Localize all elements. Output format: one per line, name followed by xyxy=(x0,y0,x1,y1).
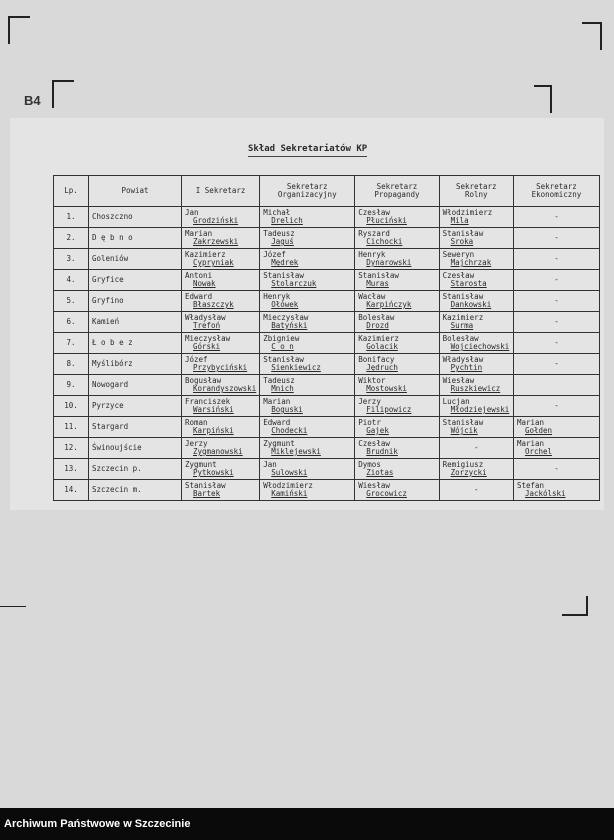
first-name: Kazimierz xyxy=(442,313,484,322)
column-header: I Sekretarz xyxy=(182,176,260,207)
surname: Boguski xyxy=(271,405,303,414)
surname: Muras xyxy=(366,279,389,288)
first-name: Edward xyxy=(185,292,213,301)
secretary-name xyxy=(513,375,599,396)
first-name: Stanisław xyxy=(358,271,399,280)
surname: Zorzycki xyxy=(450,468,487,477)
empty-dash: - xyxy=(554,464,559,473)
table-row xyxy=(54,333,600,354)
secretary-name xyxy=(513,270,599,291)
empty-dash: - xyxy=(554,338,559,347)
secretary-name xyxy=(355,459,439,480)
surname: Przybyciński xyxy=(193,363,248,372)
edge-mark xyxy=(0,606,26,607)
first-name: Bonifacy xyxy=(358,355,395,364)
secretary-name xyxy=(355,396,439,417)
secretary-name xyxy=(439,228,513,249)
first-name: Lucjan xyxy=(442,397,470,406)
table-row xyxy=(54,417,600,438)
surname: Korandyszowski xyxy=(193,384,257,393)
surname: Jędruch xyxy=(366,363,398,372)
secretary-name xyxy=(182,270,260,291)
surname: Gajek xyxy=(366,426,389,435)
first-name: Marian xyxy=(516,439,545,448)
powiat-name: Gryfice xyxy=(89,270,182,291)
row-number: 4. xyxy=(54,270,89,291)
first-name: Edward xyxy=(263,418,291,427)
table-row xyxy=(54,354,600,375)
first-name: Czesław xyxy=(358,208,390,217)
surname: Orchel xyxy=(524,447,553,456)
surname: Ziotas xyxy=(366,468,394,477)
powiat-name: Pyrzyce xyxy=(89,396,182,417)
row-number: 1. xyxy=(54,207,89,228)
surname: Filipowicz xyxy=(366,405,412,414)
powiat-name: Kamień xyxy=(89,312,182,333)
first-name: Antoni xyxy=(185,271,213,280)
table-row xyxy=(54,480,600,501)
secretary-name xyxy=(513,333,599,354)
document-title: Skład Sekretariatów KP xyxy=(248,144,367,157)
secretary-name xyxy=(182,480,260,501)
empty-dash: - xyxy=(474,485,479,494)
secretary-name xyxy=(439,375,513,396)
surname: Grocowicz xyxy=(366,489,407,498)
surname: Stolarczuk xyxy=(271,279,317,288)
secretary-name xyxy=(260,396,355,417)
secretary-name xyxy=(355,333,439,354)
surname: Płuciński xyxy=(366,216,407,225)
secretary-name xyxy=(513,459,599,480)
first-name: Remigiusz xyxy=(442,460,484,469)
surname: Karpińczyk xyxy=(366,300,412,309)
surname: Cichocki xyxy=(366,237,403,246)
secretary-name xyxy=(513,438,599,459)
corner-mark xyxy=(582,22,602,50)
secretary-name xyxy=(439,417,513,438)
first-name: Włodzimierz xyxy=(263,481,313,490)
secretary-name xyxy=(439,354,513,375)
column-header: Sekretarz Ekonomiczny xyxy=(513,176,599,207)
row-number: 7. xyxy=(54,333,89,354)
surname: Dankowski xyxy=(450,300,492,309)
secretary-name xyxy=(355,312,439,333)
surname: Jackólski xyxy=(524,489,566,498)
secretary-name xyxy=(182,333,260,354)
surname: Jaguś xyxy=(271,237,294,246)
first-name: Stefan xyxy=(516,481,545,490)
secretary-name xyxy=(513,228,599,249)
first-name: Kazimierz xyxy=(358,334,399,343)
secretary-name xyxy=(260,270,355,291)
first-name: Stanisław xyxy=(442,229,484,238)
archive-footer: Archiwum Państwowe w Szczecinie xyxy=(0,808,614,840)
secretary-name xyxy=(182,207,260,228)
first-name: Marian xyxy=(516,418,545,427)
secretary-name xyxy=(513,396,599,417)
empty-dash: - xyxy=(554,275,559,284)
surname: Golacik xyxy=(366,342,398,351)
first-name: Jerzy xyxy=(358,397,381,406)
powiat-name: Nowogard xyxy=(89,375,182,396)
surname: Gołden xyxy=(524,426,553,435)
surname: Zakrzewski xyxy=(193,237,239,246)
first-name: Jan xyxy=(263,460,277,469)
first-name: Marian xyxy=(185,229,213,238)
surname: Pytkowski xyxy=(193,468,234,477)
secretary-name xyxy=(439,249,513,270)
first-name: Włodzimierz xyxy=(442,208,493,217)
secretariat-table xyxy=(53,175,600,501)
first-name: Józef xyxy=(263,250,286,259)
table-row xyxy=(54,375,600,396)
secretary-name xyxy=(260,228,355,249)
first-name: Wiesław xyxy=(442,376,475,385)
powiat-name: Stargard xyxy=(89,417,182,438)
surname: Dynarowski xyxy=(366,258,412,267)
empty-dash: - xyxy=(554,317,559,326)
first-name: Kazimierz xyxy=(185,250,226,259)
first-name: Stanisław xyxy=(263,271,304,280)
secretary-name xyxy=(513,207,599,228)
secretary-name xyxy=(260,291,355,312)
table-row xyxy=(54,312,600,333)
secretary-name xyxy=(513,480,599,501)
surname: C o n xyxy=(271,342,294,351)
column-header: Lp. xyxy=(54,176,89,207)
frame-label: B4 xyxy=(24,93,41,108)
first-name: Michał xyxy=(263,208,291,217)
row-number: 13. xyxy=(54,459,89,480)
first-name: Mieczysław xyxy=(185,334,231,343)
secretary-name xyxy=(260,207,355,228)
first-name: Wacław xyxy=(358,292,386,301)
surname: Mnich xyxy=(271,384,294,393)
corner-mark xyxy=(534,85,552,113)
secretary-name xyxy=(513,417,599,438)
secretary-name xyxy=(355,354,439,375)
surname: Górski xyxy=(193,342,221,351)
secretary-name xyxy=(182,396,260,417)
column-header: Sekretarz Rolny xyxy=(439,176,513,207)
secretary-name xyxy=(260,438,355,459)
row-number: 9. xyxy=(54,375,89,396)
secretary-name xyxy=(513,249,599,270)
powiat-name: Goleniów xyxy=(89,249,182,270)
first-name: Czesław xyxy=(358,439,390,448)
first-name: Franciszek xyxy=(185,397,231,406)
surname: Błaszczyk xyxy=(193,300,234,309)
surname: Mila xyxy=(450,216,469,225)
surname: Karpiński xyxy=(193,426,234,435)
empty-dash: - xyxy=(554,401,559,410)
surname: Miklejewski xyxy=(271,447,321,456)
surname: Pychtin xyxy=(450,363,483,372)
first-name: Roman xyxy=(185,418,208,427)
secretary-name xyxy=(439,270,513,291)
table-row xyxy=(54,228,600,249)
secretary-name xyxy=(355,228,439,249)
surname: Batyński xyxy=(271,321,308,330)
empty-dash: - xyxy=(474,443,479,452)
powiat-name: Choszczno xyxy=(89,207,182,228)
secretary-name xyxy=(260,417,355,438)
first-name: Jan xyxy=(185,208,199,217)
row-number: 11. xyxy=(54,417,89,438)
secretary-name xyxy=(355,249,439,270)
surname: Drozd xyxy=(366,321,389,330)
row-number: 8. xyxy=(54,354,89,375)
powiat-name: Szczecin m. xyxy=(89,480,182,501)
powiat-name: Świnoujście xyxy=(89,438,182,459)
first-name: Stanisław xyxy=(442,292,484,301)
secretary-name xyxy=(439,459,513,480)
row-number: 5. xyxy=(54,291,89,312)
empty-dash: - xyxy=(554,359,559,368)
empty-dash: - xyxy=(554,233,559,242)
table-row xyxy=(54,438,600,459)
first-name: Marian xyxy=(263,397,291,406)
surname: Młodziejewski xyxy=(450,405,510,414)
first-name: Dymos xyxy=(358,460,381,469)
first-name: Stanisław xyxy=(185,481,226,490)
table-row xyxy=(54,459,600,480)
secretary-name xyxy=(355,291,439,312)
surname: Surma xyxy=(450,321,474,330)
table-row xyxy=(54,396,600,417)
secretary-name xyxy=(182,375,260,396)
first-name: Bolesław xyxy=(358,313,395,322)
first-name: Czesław xyxy=(442,271,475,280)
secretary-name xyxy=(513,354,599,375)
secretary-name xyxy=(260,354,355,375)
first-name: Wiktor xyxy=(358,376,386,385)
secretary-name xyxy=(355,207,439,228)
empty-dash: - xyxy=(554,296,559,305)
surname: Grodziński xyxy=(193,216,239,225)
secretary-name xyxy=(182,459,260,480)
column-header: Sekretarz Propagandy xyxy=(355,176,439,207)
table-row xyxy=(54,291,600,312)
surname: Nowak xyxy=(193,279,216,288)
surname: Wojciechowski xyxy=(450,342,510,351)
surname: Sienkiewicz xyxy=(271,363,321,372)
first-name: Bolesław xyxy=(442,334,479,343)
surname: Bartek xyxy=(193,489,221,498)
powiat-name: Gryfino xyxy=(89,291,182,312)
surname: Starosta xyxy=(450,279,487,288)
first-name: Józef xyxy=(185,355,208,364)
first-name: Ryszard xyxy=(358,229,390,238)
first-name: Henryk xyxy=(263,292,291,301)
powiat-name: Szczecin p. xyxy=(89,459,182,480)
secretary-name xyxy=(355,270,439,291)
row-number: 12. xyxy=(54,438,89,459)
powiat-name: D ę b n o xyxy=(89,228,182,249)
first-name: Zygmunt xyxy=(185,460,217,469)
secretary-name xyxy=(355,417,439,438)
secretary-name xyxy=(439,207,513,228)
surname: Mostowski xyxy=(366,384,407,393)
secretary-name xyxy=(439,333,513,354)
surname: Ruszkiewicz xyxy=(450,384,501,393)
powiat-name: Ł o b e z xyxy=(89,333,182,354)
surname: Zygmanowski xyxy=(193,447,243,456)
first-name: Tadeusz xyxy=(263,376,295,385)
surname: Sulowski xyxy=(271,468,308,477)
first-name: Bogusław xyxy=(185,376,222,385)
first-name: Stanisław xyxy=(442,418,484,427)
row-number: 14. xyxy=(54,480,89,501)
first-name: Mieczysław xyxy=(263,313,309,322)
secretary-name xyxy=(355,375,439,396)
secretary-name xyxy=(513,312,599,333)
secretary-name xyxy=(182,291,260,312)
column-header: Powiat xyxy=(89,176,182,207)
secretary-name xyxy=(439,396,513,417)
surname: Sroka xyxy=(450,237,474,246)
powiat-name: Myślibórz xyxy=(89,354,182,375)
secretary-name xyxy=(182,228,260,249)
first-name: Seweryn xyxy=(442,250,475,259)
secretary-name xyxy=(260,249,355,270)
row-number: 10. xyxy=(54,396,89,417)
surname: Chodecki xyxy=(271,426,308,435)
surname: Majchrzak xyxy=(450,258,492,267)
surname: Brudnik xyxy=(366,447,398,456)
first-name: Jerzy xyxy=(185,439,208,448)
corner-mark xyxy=(52,80,74,108)
corner-mark xyxy=(8,16,30,44)
secretary-name xyxy=(260,375,355,396)
table-row xyxy=(54,270,600,291)
secretary-name xyxy=(260,333,355,354)
first-name: Władysław xyxy=(185,313,226,322)
secretary-name xyxy=(439,312,513,333)
secretary-name xyxy=(182,438,260,459)
empty-dash: - xyxy=(554,212,559,221)
first-name: Władysław xyxy=(442,355,484,364)
surname: Ołówek xyxy=(271,300,299,309)
secretary-name xyxy=(260,312,355,333)
secretary-name xyxy=(439,291,513,312)
row-number: 6. xyxy=(54,312,89,333)
table-row xyxy=(54,249,600,270)
secretary-name xyxy=(439,480,513,501)
surname: Wójcik xyxy=(450,426,478,435)
secretary-name xyxy=(260,459,355,480)
secretary-name xyxy=(439,438,513,459)
first-name: Zygmunt xyxy=(263,439,295,448)
first-name: Zbigniew xyxy=(263,334,300,343)
surname: Warsiński xyxy=(193,405,234,414)
surname: Drelich xyxy=(271,216,303,225)
surname: Mędrek xyxy=(271,258,299,267)
first-name: Piotr xyxy=(358,418,381,427)
row-number: 3. xyxy=(54,249,89,270)
secretary-name xyxy=(355,438,439,459)
row-number: 2. xyxy=(54,228,89,249)
table-row xyxy=(54,207,600,228)
secretary-name xyxy=(182,354,260,375)
secretary-name xyxy=(513,291,599,312)
surname: Cypryniak xyxy=(193,258,234,267)
first-name: Tadeusz xyxy=(263,229,295,238)
first-name: Wiesław xyxy=(358,481,390,490)
secretary-name xyxy=(182,417,260,438)
first-name: Henryk xyxy=(358,250,386,259)
first-name: Stanisław xyxy=(263,355,304,364)
column-header: Sekretarz Organizacyjny xyxy=(260,176,355,207)
empty-dash: - xyxy=(554,254,559,263)
secretary-name xyxy=(260,480,355,501)
secretary-name xyxy=(182,312,260,333)
secretary-name xyxy=(355,480,439,501)
secretary-name xyxy=(182,249,260,270)
corner-mark xyxy=(562,596,588,616)
surname: Trefoń xyxy=(193,321,221,330)
surname: Kamiński xyxy=(271,489,308,498)
